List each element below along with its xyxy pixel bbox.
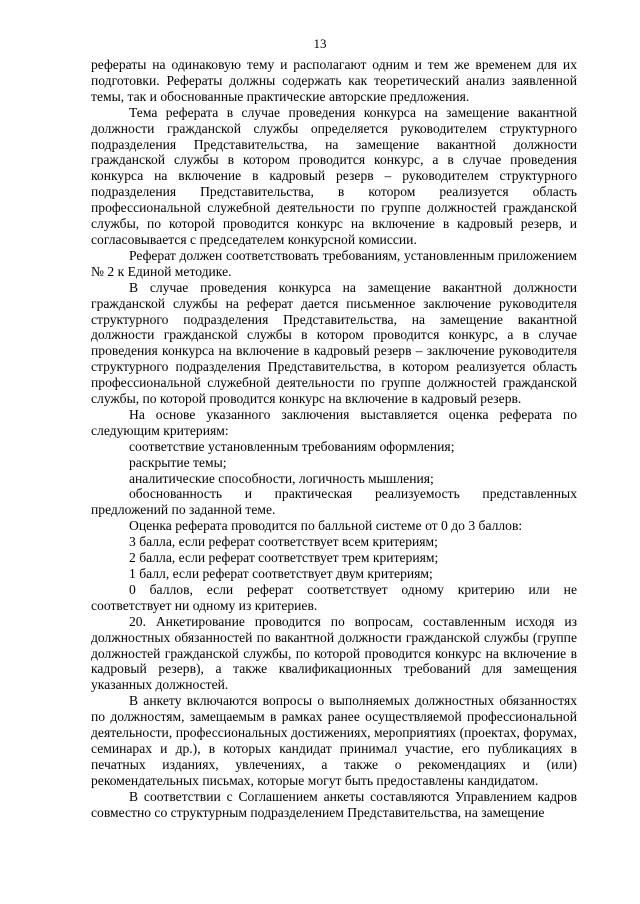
list-item: соответствие установленным требованиям оформления; <box>129 438 455 454</box>
paragraph: В случае проведения конкурса на замещение вакантной должности гражданской службы на реферат дается письменное заключение руководителя структурного подразделения Представительства, на замещение вакантной должности гражданской службы в котором проводится конкурс, а в случае проведения конкурса на включение в кадровый резерв – заключение руководителя структурного подразделения Представительства, в котором реализуется область профессиональной служебной деятельности по группе должностей гражданской службы, по которой проводится конкурс на включение в кадровый резерв. <box>91 279 577 407</box>
list-item: раскрытие темы; <box>129 454 227 470</box>
list-item: 3 балла, если реферат соответствует всем критериям; <box>129 534 438 550</box>
body-text <box>91 57 577 821</box>
paragraph: 20. Анкетирование проводится по вопросам, составленным исходя из должностных обязанностей по вакантной должности гражданской службы (группе должностей гражданской службы, по которой проводится конкурс на включение в кадровый резерв), а также квалификационных требований для замещения указанных должностей. <box>91 613 577 693</box>
list-item: 2 балла, если реферат соответствует трем критериям; <box>129 550 439 566</box>
paragraph: рефераты на одинаковую тему и располагают одним и тем же временем для их подготовки. Рефераты должны содержать как теоретический анализ заявленной темы, так и обоснованные практические авторские предложения. <box>91 57 577 104</box>
list-item: 1 балл, если реферат соответствует двум критериям; <box>129 566 433 581</box>
paragraph: Тема реферата в случае проведения конкурса на замещение вакантной должности гражданской службы определяется руководителем структурного подразделения Представительства, на замещение вакантной должности гражданской службы в котором проводится конкурс, а в случае проведения конкурса на включение в кадровый резерв – руководителем структурного подразделения Представительства, в котором реализуется область профессиональной служебной деятельности по группе должностей гражданской службы, по которой проводится конкурс на включение в кадровый резерв, и согласовывается с председателем конкурсной комиссии. <box>91 104 577 247</box>
list-item: обоснованность и практическая реализуемость представленных предложений по заданной теме. <box>91 486 577 518</box>
paragraph: Реферат должен соответствовать требованиям, установленным приложением № 2 к Единой методике. <box>91 247 577 279</box>
list-item: аналитические способности, логичность мышления; <box>129 470 434 486</box>
paragraph: На основе указанного заключения выставляется оценка реферата по следующим критериям: <box>91 406 577 438</box>
paragraph: В соответствии с Соглашением анкеты составляются Управлением кадров совместно со структурным подразделением Представительства, на замещение <box>91 788 577 820</box>
paragraph: В анкету включаются вопросы о выполняемых должностных обязанностях по должностям, замещаемым в рамках ранее осуществляемой профессиональной деятельности, профессиональных достижениях, мероприятиях (проектах, форумах, семинарах и др.), в которых кандидат принимал участие, его публикациях в печатных изданиях, увлечениях, а также о рекомендациях и (или) рекомендательных письмах, которые могут быть предоставлены кандидатом. <box>91 693 577 788</box>
page-number: 13 <box>313 36 327 51</box>
list-item: 0 баллов, если реферат соответствует одному критерию или не соответствует ни одному из критериев. <box>91 581 577 613</box>
paragraph: Оценка реферата проводится по балльной системе от 0 до 3 баллов: <box>129 518 523 534</box>
